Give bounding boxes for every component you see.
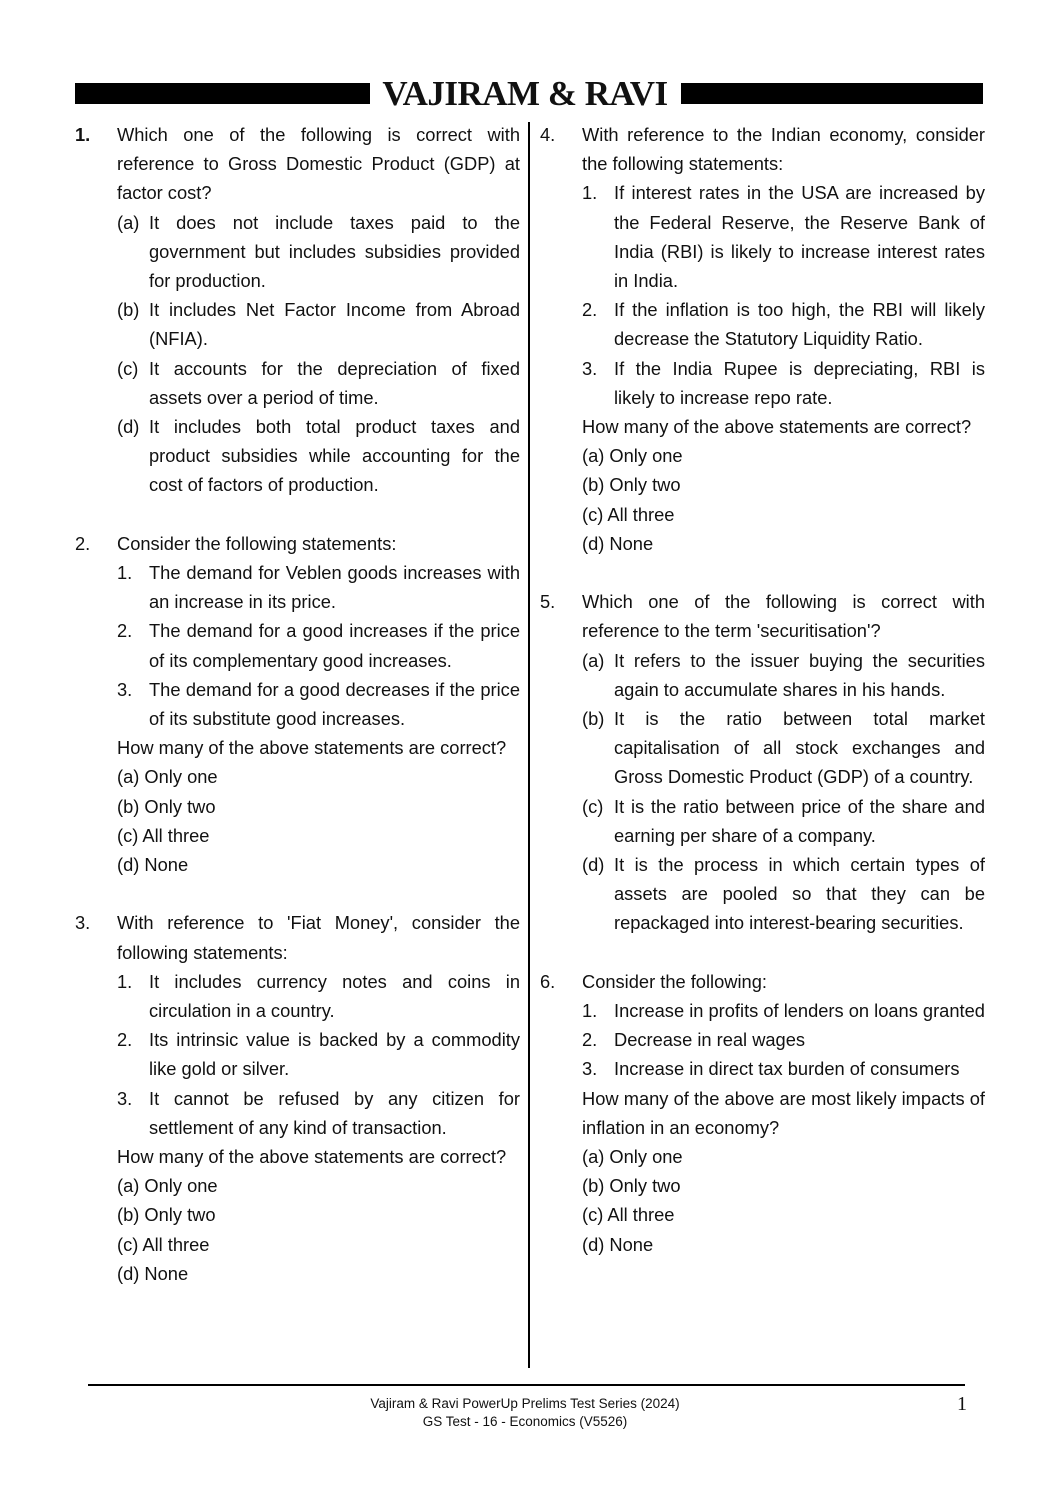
statement-text: If interest rates in the USA are increased by the Federal Reserve, the Reserve Bank of India (RBI) is likely to increase interest rates in India. bbox=[614, 182, 985, 292]
statement-number: 1. bbox=[582, 1000, 598, 1022]
answer-option: (b) Only two bbox=[582, 1175, 681, 1197]
question-stem: Which one of the following is correct with reference to the term 'securitisation'? bbox=[582, 591, 985, 642]
statement-number: 1. bbox=[582, 182, 598, 204]
statement-text: Increase in profits of lenders on loans granted bbox=[614, 1000, 985, 1022]
answer-option bbox=[582, 704, 985, 792]
statement-item bbox=[117, 967, 520, 1025]
option-label: (c) bbox=[117, 357, 139, 379]
option-text: It does not include taxes paid to the government but includes subsidies provided for production. bbox=[149, 211, 520, 292]
option-label: (a) bbox=[117, 211, 140, 233]
statement-item bbox=[582, 295, 985, 353]
answer-option: (d) None bbox=[582, 1233, 654, 1255]
right-column bbox=[540, 120, 985, 1288]
statement-item bbox=[117, 1025, 520, 1083]
question-stem: Consider the following: bbox=[582, 970, 767, 992]
page-title: VAJIRAM & RAVI bbox=[382, 74, 668, 113]
question-number: 1. bbox=[75, 124, 91, 145]
question-stem: Which one of the following is correct with reference to Gross Domestic Product (GDP) at factor cost? bbox=[117, 124, 520, 204]
question bbox=[540, 967, 985, 1259]
question-stem: Consider the following statements: bbox=[117, 532, 397, 554]
option-text: It is the ratio between total market capitalisation of all stock exchanges and Gross Domestic Product (GDP) of a country. bbox=[614, 708, 985, 788]
answer-option: (a) Only one bbox=[582, 445, 683, 467]
answer-option: (b) Only two bbox=[117, 1204, 216, 1226]
statement-item bbox=[582, 178, 985, 295]
answer-option: (c) All three bbox=[117, 1233, 210, 1255]
question bbox=[540, 120, 985, 558]
statement-number: 3. bbox=[582, 1058, 598, 1080]
option-label: (b) bbox=[582, 708, 605, 730]
page-number: 1 bbox=[957, 1393, 967, 1415]
answer-option: (d) None bbox=[117, 1262, 189, 1284]
question-prompt: How many of the above are most likely impacts of inflation in an economy? bbox=[582, 1087, 985, 1138]
answer-option: (b) Only two bbox=[117, 795, 216, 817]
statement-text: It includes currency notes and coins in circulation in a country. bbox=[149, 970, 520, 1022]
statement-text: If the inflation is too high, the RBI will likely decrease the Statutory Liquidity Ratio. bbox=[614, 299, 985, 350]
answer-option: (c) All three bbox=[582, 503, 675, 525]
statement-text: If the India Rupee is depreciating, RBI is likely to increase repo rate. bbox=[614, 357, 985, 408]
statement-text: The demand for a good decreases if the price of its substitute good increases. bbox=[149, 678, 520, 730]
option-label: (d) bbox=[582, 854, 605, 876]
option-label: (a) bbox=[582, 649, 605, 671]
header-bar-right bbox=[681, 83, 983, 104]
answer-option bbox=[582, 792, 985, 850]
answer-option: (d) None bbox=[582, 532, 654, 554]
statement-item bbox=[582, 354, 985, 412]
statement-item bbox=[582, 996, 985, 1025]
option-text: It includes Net Factor Income from Abroad (NFIA). bbox=[149, 299, 520, 350]
option-label: (b) bbox=[117, 299, 140, 321]
answer-option: (b) Only two bbox=[582, 474, 681, 496]
question-number: 4. bbox=[540, 124, 556, 145]
statement-item bbox=[117, 616, 520, 674]
statement-number: 1. bbox=[117, 970, 133, 992]
statement-item bbox=[117, 558, 520, 616]
answer-option bbox=[117, 208, 520, 296]
option-label: (c) bbox=[582, 795, 604, 817]
answer-option bbox=[117, 295, 520, 353]
statement-number: 3. bbox=[117, 678, 133, 700]
statement-text: Decrease in real wages bbox=[614, 1029, 806, 1051]
question bbox=[75, 529, 520, 879]
statement-item bbox=[582, 1025, 985, 1054]
question-prompt: How many of the above statements are correct? bbox=[582, 416, 972, 438]
option-text: It includes both total product taxes and product subsidies while accounting for the cost of factors of production. bbox=[149, 416, 520, 496]
option-text: It is the process in which certain types of assets are pooled so that they can be repackaged into interest-bearing securities. bbox=[614, 854, 985, 934]
statement-text: The demand for a good increases if the price of its complementary good increases. bbox=[149, 620, 520, 671]
question-stem: With reference to 'Fiat Money', consider the following statements: bbox=[117, 912, 520, 963]
statement-number: 2. bbox=[582, 299, 598, 321]
question-prompt: How many of the above statements are correct? bbox=[117, 737, 507, 759]
answer-option: (a) Only one bbox=[582, 1146, 683, 1168]
answer-option bbox=[582, 646, 985, 704]
statement-number: 1. bbox=[117, 562, 133, 584]
answer-option: (c) All three bbox=[582, 1204, 675, 1226]
left-column bbox=[75, 120, 520, 1317]
column-divider bbox=[528, 122, 530, 1368]
statement-text: Increase in direct tax burden of consumers bbox=[614, 1058, 960, 1080]
statement-item bbox=[582, 1054, 985, 1083]
question-number: 5. bbox=[540, 591, 556, 613]
answer-option bbox=[117, 354, 520, 412]
footer-rule bbox=[88, 1384, 965, 1386]
question-number: 3. bbox=[75, 912, 91, 934]
question bbox=[540, 587, 985, 937]
statement-number: 3. bbox=[582, 357, 598, 379]
header-bar-left bbox=[75, 83, 370, 104]
question-number: 6. bbox=[540, 970, 556, 992]
answer-option: (a) Only one bbox=[117, 766, 218, 788]
answer-option bbox=[582, 850, 985, 938]
question-prompt: How many of the above statements are correct? bbox=[117, 1146, 507, 1168]
question-stem: With reference to the Indian economy, consider the following statements: bbox=[582, 124, 985, 175]
option-text: It accounts for the depreciation of fixed assets over a period of time. bbox=[149, 357, 520, 408]
question-number: 2. bbox=[75, 532, 91, 554]
statement-number: 2. bbox=[117, 620, 133, 642]
option-label: (d) bbox=[117, 416, 140, 438]
answer-option: (d) None bbox=[117, 854, 189, 876]
statement-number: 2. bbox=[582, 1029, 598, 1051]
footer-test: GS Test - 16 - Economics (V5526) bbox=[422, 1414, 628, 1429]
statement-text: The demand for Veblen goods increases with an increase in its price. bbox=[149, 562, 520, 613]
question bbox=[75, 120, 520, 500]
question bbox=[75, 908, 520, 1288]
statement-text: It cannot be refused by any citizen for settlement of any kind of transaction. bbox=[149, 1087, 520, 1138]
answer-option: (c) All three bbox=[117, 824, 210, 846]
option-text: It is the ratio between price of the share and earning per share of a company. bbox=[614, 795, 985, 846]
statement-text: Its intrinsic value is backed by a commodity like gold or silver. bbox=[149, 1029, 520, 1080]
footer-series: Vajiram & Ravi PowerUp Prelims Test Series (2024) bbox=[370, 1396, 680, 1411]
statement-item bbox=[117, 1084, 520, 1142]
option-text: It refers to the issuer buying the securities again to accumulate shares in his hands. bbox=[614, 649, 985, 700]
answer-option bbox=[117, 412, 520, 500]
statement-item bbox=[117, 675, 520, 733]
statement-number: 3. bbox=[117, 1087, 133, 1109]
answer-option: (a) Only one bbox=[117, 1175, 218, 1197]
statement-number: 2. bbox=[117, 1029, 133, 1051]
